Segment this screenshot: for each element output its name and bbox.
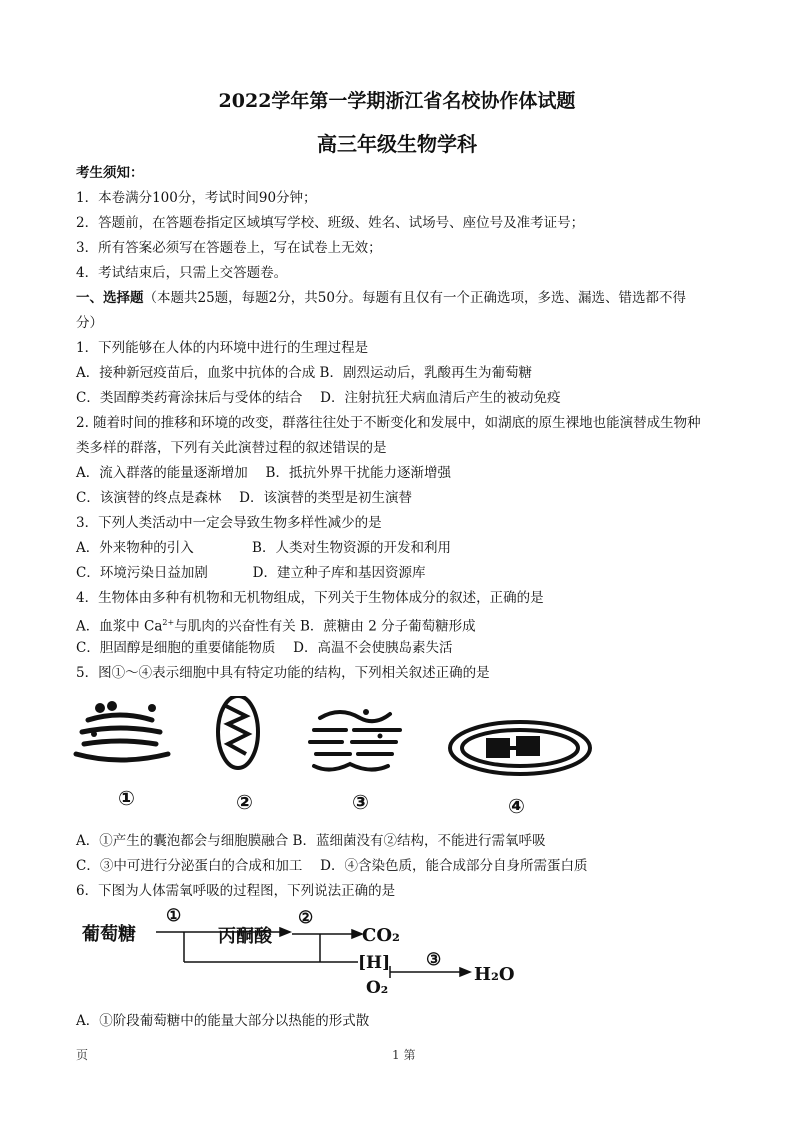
q4-option-a-sup: 2+ (162, 618, 175, 627)
q5-options-cd: C．③中可进行分泌蛋白的合成和加工 D．④含染色质，能合成部分自身所需蛋白质 (76, 858, 588, 874)
glucose-label: 葡萄糖 (82, 924, 136, 945)
q2-options-ab: A．流入群落的能量逐渐增加 B．抵抗外界干扰能力逐渐增强 (76, 465, 451, 481)
step3-label: ③ (426, 950, 442, 970)
section1-desc: （本题共25题，每题2分，共50分。每题有且仅有一个正确选项，多选、漏选、错选都不得 (143, 290, 686, 306)
q3-options-cd: C．环境污染日益加剧 D．建立种子库和基因资源库 (76, 565, 426, 581)
q1-stem: 1．下列能够在人体的内环境中进行的生理过程是 (76, 340, 369, 356)
notice-item-4: 4．考试结束后，只需上交答题卷。 (76, 265, 288, 281)
q4-stem: 4．生物体由多种有机物和无机物组成，下列关于生物体成分的叙述，正确的是 (76, 590, 544, 606)
section1-heading: 一、选择题 (76, 290, 144, 306)
notice-item-3: 3．所有答案必须写在答题卷上，写在试卷上无效； (76, 240, 382, 256)
section1-desc2: 分） (76, 315, 103, 331)
golgi-drawing (76, 701, 168, 760)
h-label: [H] (358, 953, 391, 973)
q6-stem: 6．下图为人体需氧呼吸的过程图，下列说法正确的是 (76, 883, 396, 899)
q6-option-a: A．①阶段葡萄糖中的能量大部分以热能的形式散 (76, 1013, 370, 1029)
exam-subtitle: 高三年级生物学科 (317, 132, 477, 156)
q5-stem: 5．图①～④表示细胞中具有特定功能的结构，下列相关叙述正确的是 (76, 665, 490, 681)
h2o-label: H₂O (474, 964, 515, 985)
figure-label-2: ② (236, 790, 253, 814)
section1-line1 (76, 289, 686, 307)
page-number: 1 第 (392, 1048, 416, 1062)
q2-stem-1: 2. 随着时间的推移和环境的改变，群落往往处于不断变化和发展中，如湖底的原生裸地也能演替成生物种 (76, 415, 701, 431)
chloroplast-drawing (450, 722, 590, 774)
footer-left: 页 (76, 1048, 89, 1062)
o2-label: O₂ (366, 978, 389, 998)
figure-label-4: ④ (508, 794, 525, 818)
step2-label: ② (298, 908, 314, 928)
exam-title: 2022学年第一学期浙江省名校协作体试题 (218, 90, 576, 112)
q2-stem-2: 类多样的群落，下列有关此演替过程的叙述错误的是 (76, 440, 387, 456)
q4-options-ab (76, 614, 476, 636)
q5-options-ab: A．①产生的囊泡都会与细胞膜融合 B．蓝细菌没有②结构，不能进行需氧呼吸 (76, 833, 546, 849)
q1-options-ab: A．接种新冠疫苗后，血浆中抗体的合成 B．剧烈运动后，乳酸再生为葡萄糖 (76, 365, 532, 381)
pyruvate-label: 丙酮酸 (218, 926, 272, 947)
notice-item-2: 2．答题前，在答题卷指定区域填写学校、班级、姓名、试场号、座位号及准考证号； (76, 215, 585, 231)
q3-stem: 3．下列人类活动中一定会导致生物多样性减少的是 (76, 515, 382, 531)
figure-label-1: ① (118, 786, 135, 810)
q3-options-ab: A．外来物种的引入 B．人类对生物资源的开发和利用 (76, 540, 451, 556)
notice-item-1: 1．本卷满分100分，考试时间90分钟； (76, 190, 317, 206)
mitochondrion-drawing (218, 696, 258, 768)
q4-option-a-pre: A．血浆中 Ca (76, 618, 163, 635)
q1-options-cd: C．类固醇类药膏涂抹后与受体的结合 D．注射抗狂犬病血清后产生的被动免疫 (76, 390, 561, 406)
notice-heading: 考生须知： (76, 165, 144, 181)
organelle-figure (70, 696, 710, 826)
q4-option-a-post: 与肌肉的兴奋性有关 B．蔗糖由 2 分子葡萄糖形成 (174, 618, 476, 635)
step1-label: ① (166, 906, 182, 926)
q4-options-cd: C．胆固醇是细胞的重要储能物质 D．高温不会使胰岛素失活 (76, 640, 453, 656)
co2-label: CO₂ (362, 925, 400, 946)
figure-label-3: ③ (352, 790, 369, 814)
er-drawing (310, 709, 400, 770)
q2-options-cd: C．该演替的终点是森林 D．该演替的类型是初生演替 (76, 490, 412, 506)
